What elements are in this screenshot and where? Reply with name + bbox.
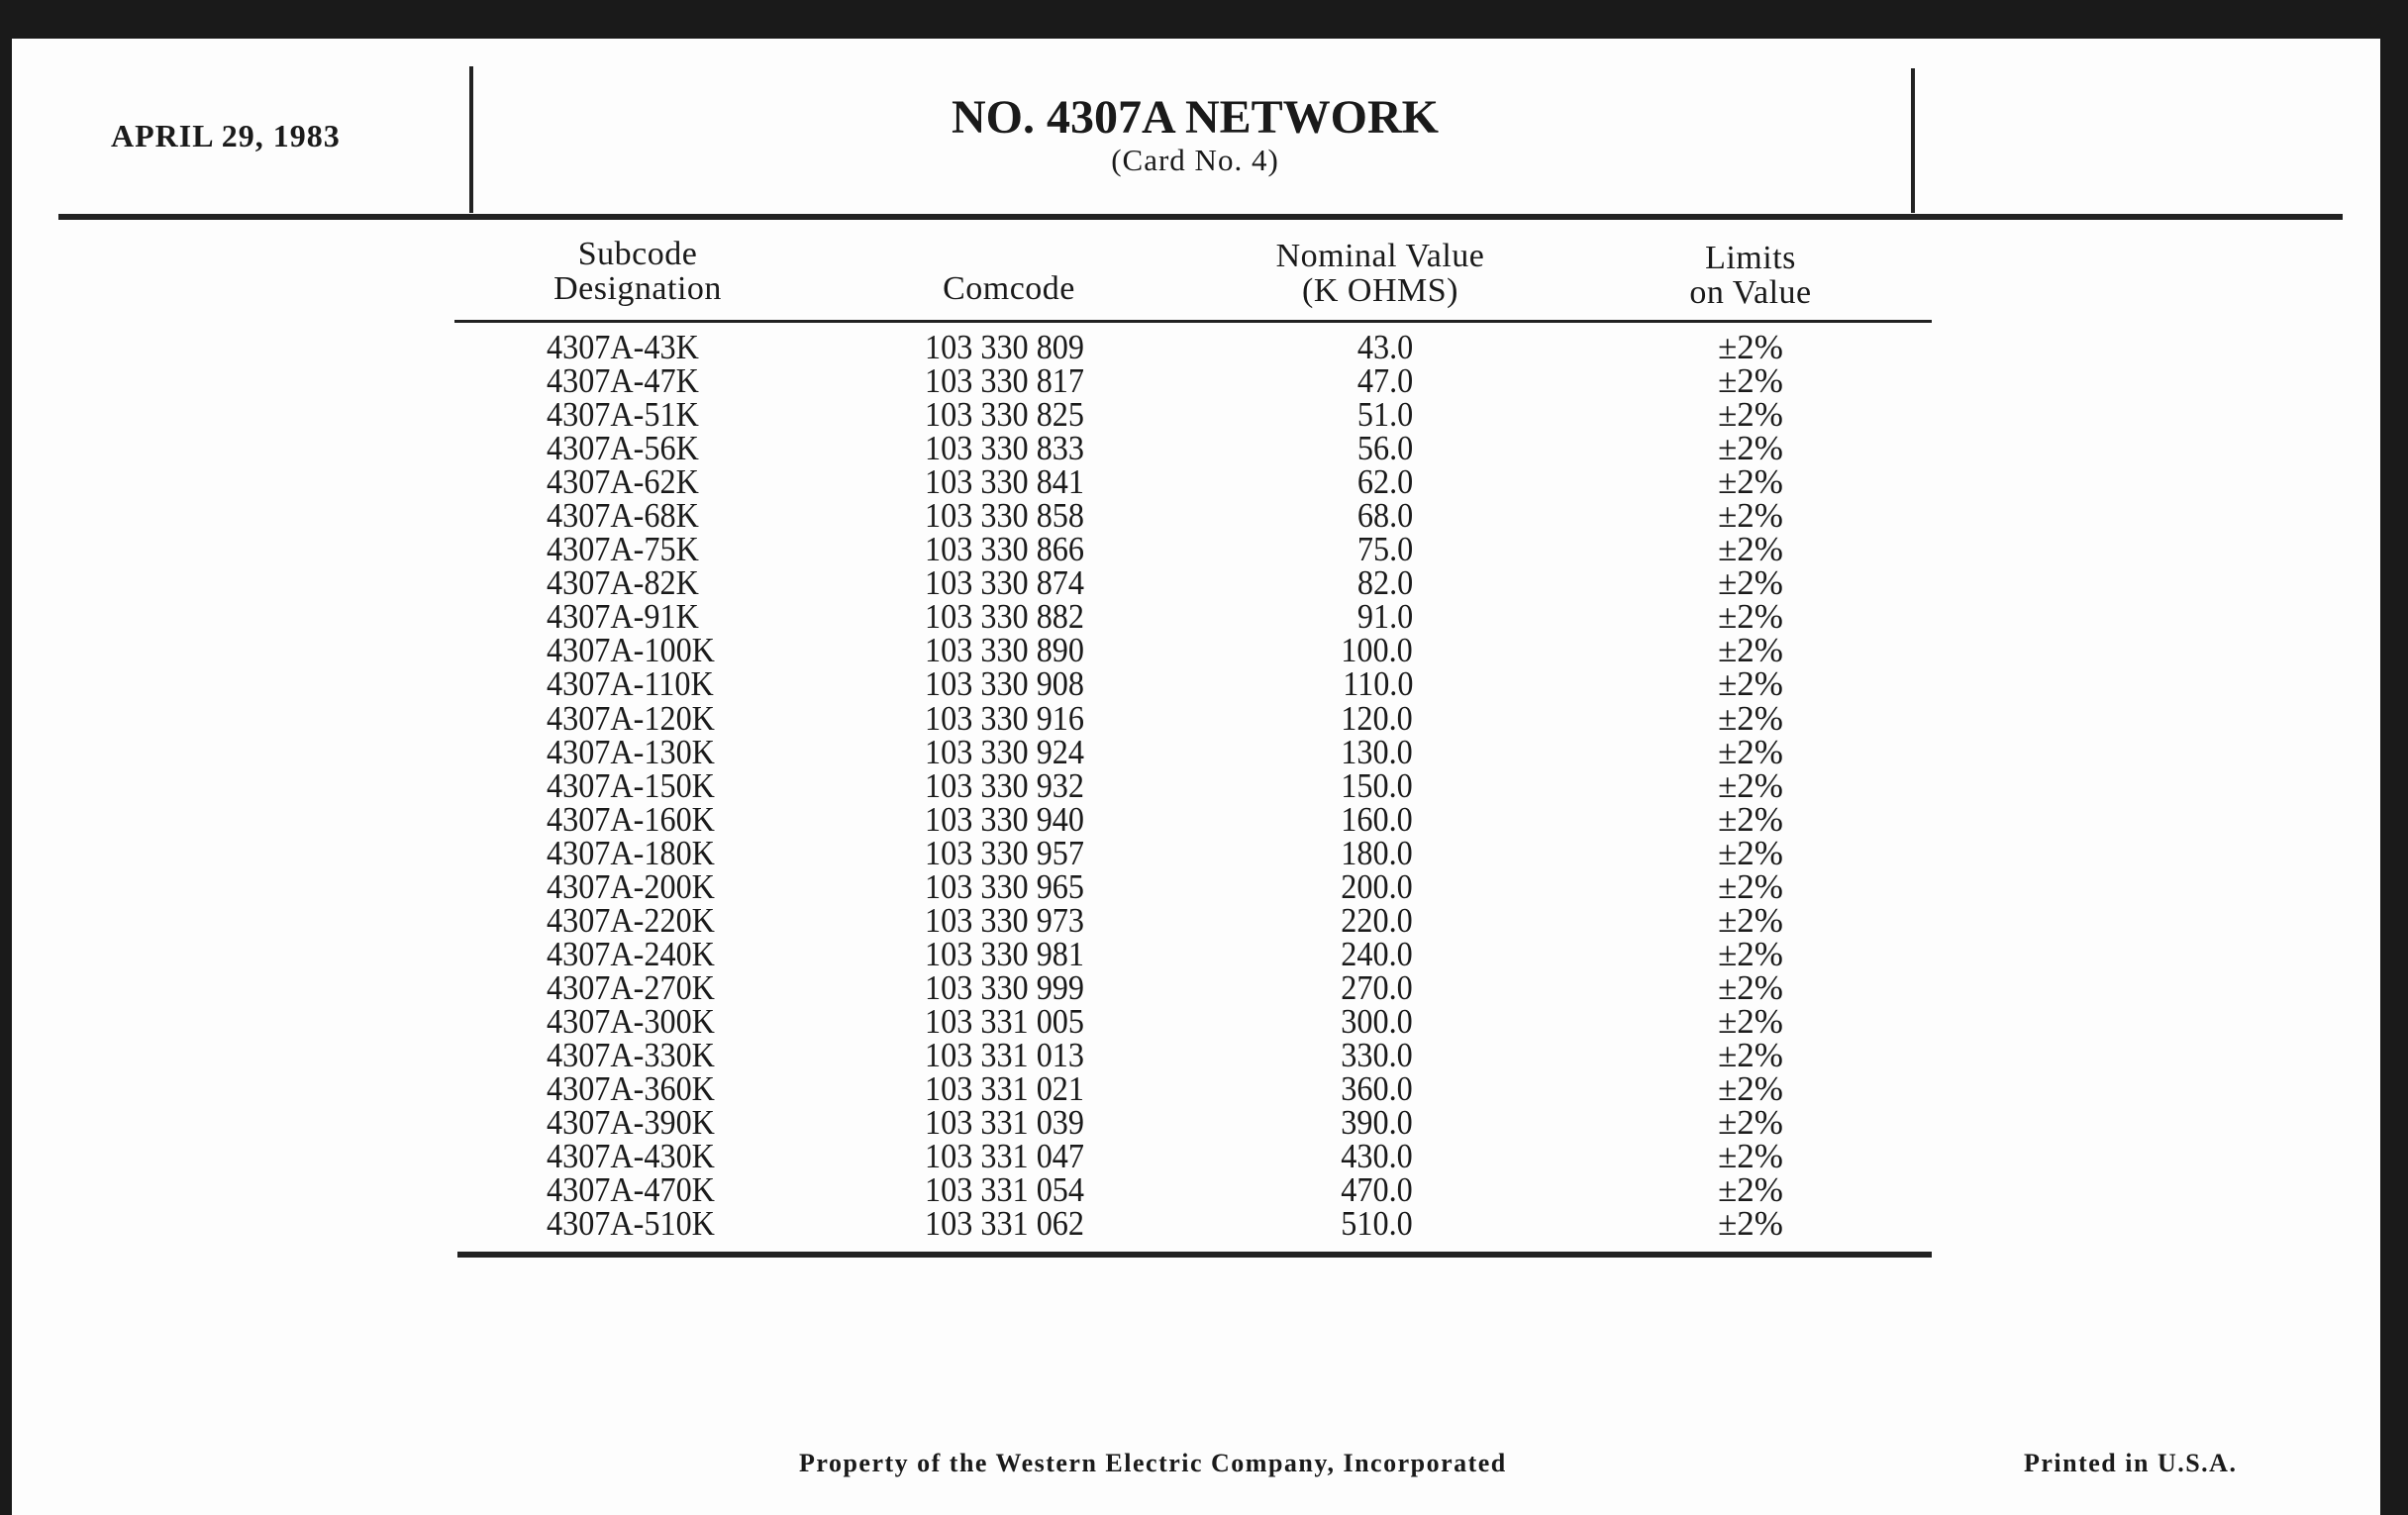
table-row xyxy=(12,361,2380,401)
table-row xyxy=(12,833,2380,872)
nominal-value-cell: 150.0 xyxy=(1341,765,1413,805)
table-row xyxy=(12,967,2380,1007)
limits-cell: ±2% xyxy=(1718,1170,1783,1210)
nominal-value-cell: 330.0 xyxy=(1341,1035,1413,1074)
nominal-value-cell: 91.0 xyxy=(1356,597,1413,637)
subcode-cell: 4307A-240K xyxy=(547,934,715,973)
nominal-value-cell: 43.0 xyxy=(1356,328,1413,366)
subcode-cell: 4307A-360K xyxy=(547,1069,715,1109)
table-row xyxy=(12,631,2380,670)
table-row xyxy=(12,1001,2380,1041)
limits-cell: ±2% xyxy=(1718,395,1783,435)
nominal-value-cell: 120.0 xyxy=(1341,698,1413,738)
subcode-cell: 4307A-43K xyxy=(547,328,699,366)
nominal-value-cell: 220.0 xyxy=(1341,900,1413,940)
table-row xyxy=(12,934,2380,973)
limits-cell: ±2% xyxy=(1718,462,1783,502)
limits-cell: ±2% xyxy=(1718,328,1783,366)
comcode-cell: 103 330 916 xyxy=(925,698,1084,738)
column-header-nominal-value xyxy=(1232,239,1529,308)
subcode-cell: 4307A-160K xyxy=(547,799,715,839)
comcode-cell: 103 330 957 xyxy=(925,833,1084,872)
table-row xyxy=(12,732,2380,771)
subcode-cell: 4307A-56K xyxy=(547,429,699,468)
comcode-cell: 103 330 908 xyxy=(925,664,1084,704)
column-header-line: Comcode xyxy=(943,270,1075,307)
subcode-cell: 4307A-120K xyxy=(547,698,715,738)
table-row xyxy=(12,597,2380,637)
comcode-cell: 103 331 021 xyxy=(925,1069,1084,1109)
document-card xyxy=(12,39,2380,1515)
comcode-cell: 103 331 013 xyxy=(925,1035,1084,1074)
comcode-cell: 103 330 841 xyxy=(925,462,1084,502)
column-header-line: (K OHMS) xyxy=(1302,272,1458,309)
document-title: NO. 4307A NETWORK xyxy=(951,91,1440,144)
comcode-cell: 103 330 858 xyxy=(925,496,1084,536)
nominal-value-cell: 360.0 xyxy=(1341,1069,1413,1109)
limits-cell: ±2% xyxy=(1718,765,1783,805)
comcode-cell: 103 330 940 xyxy=(925,799,1084,839)
table-row xyxy=(12,429,2380,468)
table-row xyxy=(12,1137,2380,1176)
nominal-value-cell: 110.0 xyxy=(1342,664,1413,704)
limits-cell: ±2% xyxy=(1718,429,1783,468)
table-row xyxy=(12,1204,2380,1244)
subcode-cell: 4307A-300K xyxy=(547,1001,715,1041)
nominal-value-cell: 200.0 xyxy=(1341,866,1413,906)
nominal-value-cell: 130.0 xyxy=(1341,732,1413,771)
column-header-comcode xyxy=(860,237,1157,306)
subcode-cell: 4307A-82K xyxy=(547,563,699,603)
nominal-value-cell: 430.0 xyxy=(1341,1137,1413,1176)
limits-cell: ±2% xyxy=(1718,664,1783,704)
nominal-value-cell: 390.0 xyxy=(1341,1103,1413,1143)
nominal-value-cell: 47.0 xyxy=(1356,361,1413,401)
table-row xyxy=(12,765,2380,805)
nominal-value-cell: 51.0 xyxy=(1356,395,1413,435)
limits-cell: ±2% xyxy=(1718,530,1783,569)
nominal-value-cell: 100.0 xyxy=(1341,631,1413,670)
document-subtitle: (Card No. 4) xyxy=(1111,143,1279,177)
table-row xyxy=(12,866,2380,906)
subcode-cell: 4307A-130K xyxy=(547,732,715,771)
column-header-line xyxy=(860,237,1157,271)
comcode-cell: 103 330 866 xyxy=(925,530,1084,569)
subcode-cell: 4307A-47K xyxy=(547,361,699,401)
subcode-cell: 4307A-470K xyxy=(547,1170,715,1210)
comcode-cell: 103 330 890 xyxy=(925,631,1084,670)
table-row xyxy=(12,900,2380,940)
nominal-value-cell: 160.0 xyxy=(1341,799,1413,839)
limits-cell: ±2% xyxy=(1718,833,1783,872)
comcode-cell: 103 330 825 xyxy=(925,395,1084,435)
comcode-cell: 103 330 932 xyxy=(925,765,1084,805)
subcode-cell: 4307A-430K xyxy=(547,1137,715,1176)
column-header-line: Designation xyxy=(553,270,722,307)
column-header-line: Nominal Value xyxy=(1275,238,1485,274)
subcode-cell: 4307A-62K xyxy=(547,462,699,502)
subcode-cell: 4307A-100K xyxy=(547,631,715,670)
limits-cell: ±2% xyxy=(1718,597,1783,637)
comcode-cell: 103 331 039 xyxy=(925,1103,1084,1143)
comcode-cell: 103 330 973 xyxy=(925,900,1084,940)
subcode-cell: 4307A-510K xyxy=(547,1204,715,1244)
table-row xyxy=(12,698,2380,738)
comcode-cell: 103 330 833 xyxy=(925,429,1084,468)
limits-cell: ±2% xyxy=(1718,900,1783,940)
limits-cell: ±2% xyxy=(1718,361,1783,401)
subcode-cell: 4307A-220K xyxy=(547,900,715,940)
subcode-cell: 4307A-200K xyxy=(547,866,715,906)
limits-cell: ±2% xyxy=(1718,631,1783,670)
comcode-cell: 103 330 817 xyxy=(925,361,1084,401)
table-row xyxy=(12,1069,2380,1109)
limits-cell: ±2% xyxy=(1718,563,1783,603)
comcode-cell: 103 330 965 xyxy=(925,866,1084,906)
limits-cell: ±2% xyxy=(1718,698,1783,738)
header-divider-left xyxy=(469,66,473,213)
comcode-cell: 103 331 062 xyxy=(925,1204,1084,1244)
limits-cell: ±2% xyxy=(1718,732,1783,771)
subcode-cell: 4307A-110K xyxy=(547,664,714,704)
column-header-line: Limits xyxy=(1705,240,1796,276)
subcode-cell: 4307A-51K xyxy=(547,395,699,435)
nominal-value-cell: 68.0 xyxy=(1356,496,1413,536)
nominal-value-cell: 470.0 xyxy=(1341,1170,1413,1210)
comcode-cell: 103 330 874 xyxy=(925,563,1084,603)
table-row xyxy=(12,462,2380,502)
column-header-line: on Value xyxy=(1689,274,1812,311)
limits-cell: ±2% xyxy=(1718,1103,1783,1143)
subcode-cell: 4307A-270K xyxy=(547,967,715,1007)
limits-cell: ±2% xyxy=(1718,866,1783,906)
table-row xyxy=(12,1170,2380,1210)
nominal-value-cell: 270.0 xyxy=(1341,967,1413,1007)
nominal-value-cell: 75.0 xyxy=(1356,530,1413,569)
comcode-cell: 103 331 047 xyxy=(925,1137,1084,1176)
subcode-cell: 4307A-390K xyxy=(547,1103,715,1143)
nominal-value-cell: 510.0 xyxy=(1341,1204,1413,1244)
limits-cell: ±2% xyxy=(1718,1204,1783,1244)
comcode-cell: 103 330 981 xyxy=(925,934,1084,973)
nominal-value-cell: 56.0 xyxy=(1356,429,1413,468)
table-row xyxy=(12,328,2380,366)
limits-cell: ±2% xyxy=(1718,1069,1783,1109)
header-rule xyxy=(58,214,2343,220)
nominal-value-cell: 82.0 xyxy=(1356,563,1413,603)
comcode-cell: 103 330 882 xyxy=(925,597,1084,637)
table-row xyxy=(12,563,2380,603)
comcode-cell: 103 330 999 xyxy=(925,967,1084,1007)
limits-cell: ±2% xyxy=(1718,967,1783,1007)
column-header-line: Subcode xyxy=(577,236,698,272)
table-row xyxy=(12,1103,2380,1143)
subcode-cell: 4307A-180K xyxy=(547,833,715,872)
subcode-cell: 4307A-330K xyxy=(547,1035,715,1074)
limits-cell: ±2% xyxy=(1718,934,1783,973)
comcode-cell: 103 330 924 xyxy=(925,732,1084,771)
table-row xyxy=(12,496,2380,536)
nominal-value-cell: 62.0 xyxy=(1356,462,1413,502)
comcode-cell: 103 331 005 xyxy=(925,1001,1084,1041)
limits-cell: ±2% xyxy=(1718,496,1783,536)
limits-cell: ±2% xyxy=(1718,799,1783,839)
nominal-value-cell: 300.0 xyxy=(1341,1001,1413,1041)
footer-printed-in: Printed in U.S.A. xyxy=(2024,1449,2238,1477)
limits-cell: ±2% xyxy=(1718,1137,1783,1176)
subcode-cell: 4307A-68K xyxy=(547,496,699,536)
table-row xyxy=(12,1035,2380,1074)
column-header-limits xyxy=(1602,241,1899,310)
column-header-subcode xyxy=(489,237,786,306)
table-body xyxy=(12,328,2380,1244)
subcode-cell: 4307A-75K xyxy=(547,530,699,569)
nominal-value-cell: 240.0 xyxy=(1341,934,1413,973)
footer-property-notice: Property of the Western Electric Company, Incorporated xyxy=(799,1449,1507,1477)
table-row xyxy=(12,799,2380,839)
comcode-cell: 103 330 809 xyxy=(925,328,1084,366)
table-row xyxy=(12,664,2380,704)
table-header-rule xyxy=(454,320,1932,323)
nominal-value-cell: 180.0 xyxy=(1341,833,1413,872)
limits-cell: ±2% xyxy=(1718,1001,1783,1041)
table-row xyxy=(12,530,2380,569)
limits-cell: ±2% xyxy=(1718,1035,1783,1074)
table-row xyxy=(12,395,2380,435)
table-bottom-rule xyxy=(457,1252,1932,1258)
subcode-cell: 4307A-91K xyxy=(547,597,699,637)
subcode-cell: 4307A-150K xyxy=(547,765,715,805)
comcode-cell: 103 331 054 xyxy=(925,1170,1084,1210)
document-date: APRIL 29, 1983 xyxy=(111,118,341,153)
